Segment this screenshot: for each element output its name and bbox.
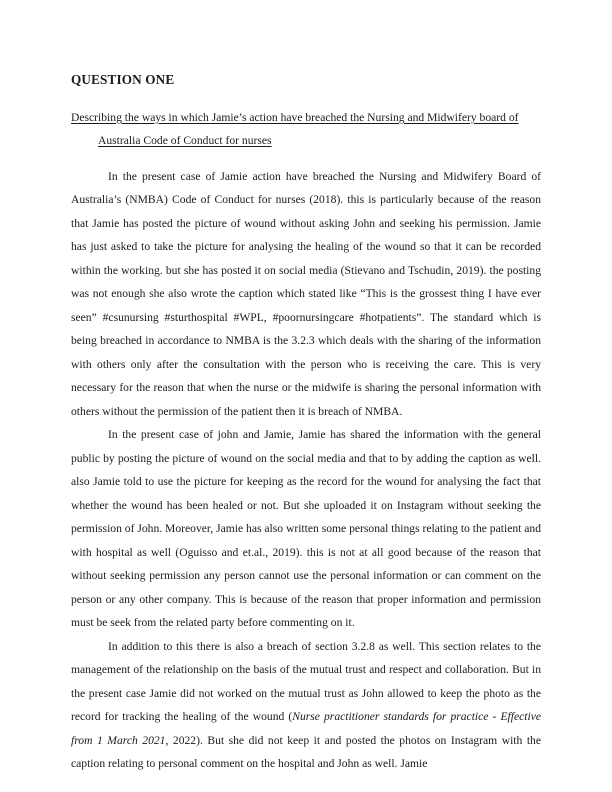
section-heading-line-2-text: Australia Code of Conduct for nurses [98, 134, 272, 148]
citation-title-italic: Nurse practitioner standards for practice - Effective from 1 March 2021 [71, 710, 541, 747]
section-heading [71, 106, 541, 153]
section-heading-line-2 [71, 129, 541, 153]
section-heading-line-1 [71, 106, 541, 130]
section-heading-line-1-text: Describing the ways in which Jamie’s action have breached the Nursing and Midwifery board of [71, 110, 519, 124]
body-paragraph-3 [71, 635, 541, 776]
body-paragraph-3-text-before-citation: In addition to this there is also a breach of section 3.2.8 as well. This section relates to the management of the relationship on the basis of the mutual trust and respect and collaboration. But in the present case Jamie did not worked on the mutual trust as John allowed to keep the photo as the record for tracking the healing of the wound ( [71, 639, 541, 724]
document-content [71, 70, 541, 776]
page-title: QUESTION ONE [71, 72, 175, 87]
body-paragraph-2: In the present case of john and Jamie, Jamie has shared the information with the general public by posting the picture of wound on the social media and that to by adding the caption as well. also Jamie told to use the picture for keeping as the record for the wound for analysing the fact that whether the wound has been healed or not. But she uploaded it on Instagram without seeking the permission of John. Moreover, Jamie has also written some personal things relating to the patient and with hospital as well (Oguisso and et.al., 2019). this is not at all good because of the reason that without seeking permission any person cannot use the personal information or can comment on the person or any other company. This is because of the reason that proper information and permission must be seek from the related party before commenting on it. [71, 428, 541, 630]
body-paragraph-3-text-after-citation: , 2022). But she did not keep it and posted the photos on Instagram with the caption relating to personal comment on the hospital and John as well. Jamie [71, 733, 541, 771]
body-paragraph-1: In the present case of Jamie action have breached the Nursing and Midwifery Board of Australia’s (NMBA) Code of Conduct for nurses (2018). this is particularly because of the reason that Jamie has posted the picture of wound without asking John and seeking his permission. Jamie has just asked to take the picture for analysing the healing of the wound so that it can be recorded within the working. but she has posted it on social media (Stievano and Tschudin, 2019). the posting was not enough she also wrote the caption which stated like “This is the grossest thing I have ever seen” #csunursing #sturthospital #WPL, #poornursingcare #hotpatients”. The standard which is being breached in accordance to NMBA is the 3.2.3 which deals with the sharing of the information with others only after the consultation with the person who is receiving the care. This is very necessary for the reason that when the nurse or the midwife is sharing the personal information with others without the permission of the patient then it is breach of NMBA. [71, 169, 541, 418]
